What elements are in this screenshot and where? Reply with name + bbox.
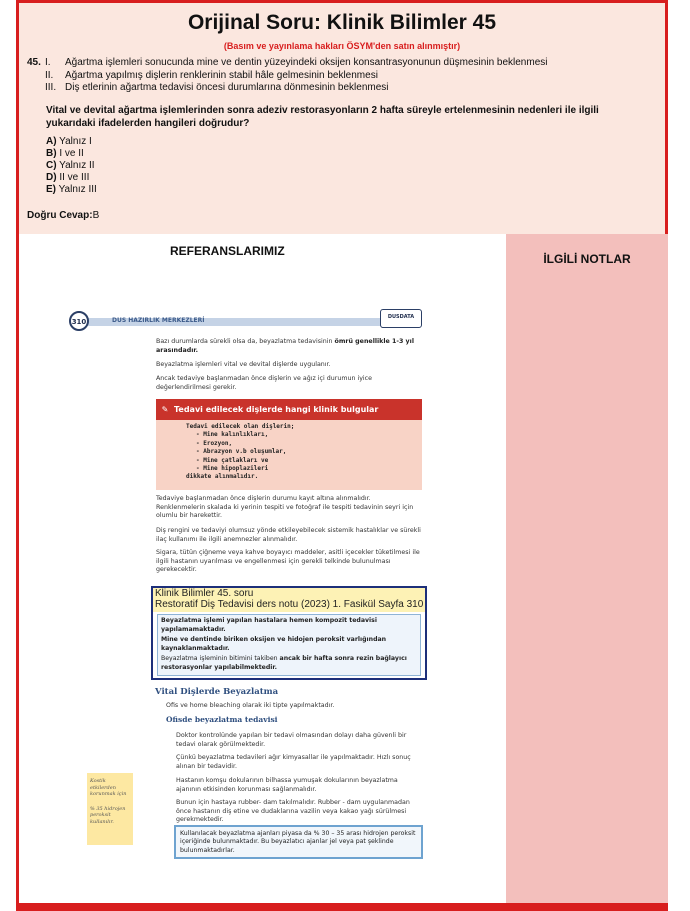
page-number: 310 (69, 311, 89, 331)
page-header-text: DUS HAZIRLIK MERKEZLERİ (112, 317, 205, 324)
reference-highlight (151, 586, 427, 680)
paragraph: Tedaviye başlanmadan önce dişlerin durumu kayıt altına alınmalıdır. Renklenmelerin skalada ki yerinin tespiti ve fotoğraf ile tespiti tedavinin seyri için olumlu bir harekettir. (156, 495, 414, 520)
paragraph: Doktor kontrolünde yapılan bir tedavi olmasından dolayı daha güvenli bir tedavi olarak görülmektedir. (176, 732, 407, 748)
paragraph: Ofis ve home bleaching olarak iki tipte yapılmaktadır. (166, 702, 335, 709)
reference-caption: Klinik Bilimler 45. soru Restoratif Diş Tedavisi ders notu (2023) 1. Fasikül Sayfa 310 (155, 588, 424, 610)
list-item: - Mine çatlakları ve (196, 456, 269, 464)
list-item: - Mine hipoplazileri (196, 465, 269, 473)
pencil-icon: ✎ (161, 405, 169, 414)
list-item: - Abrazyon v.b oluşumlar, (196, 448, 287, 456)
option-a: A) Yalnız I (46, 136, 92, 147)
references-heading: REFERANSLARIMIZ (170, 244, 285, 258)
question-stem: Vital ve devital ağartma işlemlerinden sonra adeziv restorasyonların 2 hafta süreyle ertelenmesinin nedenleri ile ilgili yukarıdaki ifadelerden hangileri doğrudur? (46, 105, 599, 129)
question-number: 45. (27, 57, 41, 68)
statement-item (45, 70, 548, 83)
statement-text: Ağartma yapılmış dişlerin renklerinin stabil hâle gelmesinin beklenmesi (65, 69, 378, 81)
rights-notice: (Basım ve yayınlama hakları ÖSYM'den satın alınmıştır) (223, 41, 461, 51)
statement-roman: III. (45, 82, 57, 93)
office-heading: Ofisde beyazlatma tedavisi (166, 715, 278, 724)
bottom-border (16, 903, 668, 911)
statement-text: Ağartma işlemleri sonucunda mine ve dentin yüzeyindeki oksijen konsantrasyonunun düşmesinin beklenmesi (65, 57, 548, 68)
statement-item (45, 82, 548, 95)
paragraph: Çünkü beyazlatma tedavileri ağır kimyasallar ile yapılmaktadır. Hızlı sonuç alınan bir tedavidir. (176, 754, 411, 770)
option-b: B) I ve II (46, 148, 84, 159)
option-c: C) Yalnız II (46, 160, 95, 171)
dusdata-logo: DUSDATA (380, 309, 422, 328)
highlighted-excerpt: Beyazlatma işlemi yapılan hastalara hemen kompozit tedavisi yapılamamaktadır. Mine ve dentinde biriken oksijen ve hidojen peroksit varlığından kaynaklanmaktadır. Beyazlatma işleminin bitimini takiben ancak bir hafta sonra rezin bağlayıcı restorasyonlar yapılabilmektedir. (157, 614, 421, 676)
option-e: E) Yalnız III (46, 184, 97, 195)
option-d: D) II ve III (46, 172, 90, 183)
paragraph: Diş rengini ve tedaviyi olumsuz yönde etkileyebilecek sistemik hastalıklar ve sürekli ilaç kullanımı ile ilgili anemnezler alınmalıdır. (156, 527, 421, 543)
statement-list (45, 57, 548, 95)
notes-heading: İLGİLİ NOTLAR (543, 252, 631, 266)
answer-options (46, 136, 97, 196)
list-item: - Mine kalınlıkları, (196, 431, 269, 439)
clinical-findings-banner: ✎ Tedavi edilecek dişlerde hangi klinik bulgular (156, 399, 422, 420)
page-title: Orijinal Soru: Klinik Bilimler 45 (187, 11, 497, 34)
paragraph: Bunun için hastaya rubber- dam takılmalıdır. Rubber - dam uygulanmadan önce hastanın diş etine ve dudaklarına vazilin veya kakao yağı sürülmesi gerekmektedir. (176, 799, 410, 824)
findings-box (156, 420, 422, 490)
answer-value: B (92, 210, 100, 221)
paragraph: Sigara, tütün çiğneme veya kahve boyayıcı maddeler, asitli içecekler tüketilmesi ile ilgili hastanın uyarılması ve engellenmesi için gerekli telkinde bulunulması gerekecektir. (156, 549, 420, 574)
paragraph: Bazı durumlarda sürekli olsa da, beyazlatma tedavisinin ömrü genellikle 1-3 yıl arasındadır. (156, 338, 414, 354)
statement-text: Diş etlerinin ağartma tedavisi öncesi durumlarına dönmesinin beklenmesi (65, 82, 389, 93)
list-item: - Erozyon, (196, 439, 233, 447)
answer-label: Doğru Cevap: (27, 210, 93, 221)
notes-panel (506, 234, 668, 906)
statement-item (45, 57, 548, 70)
sticky-note: Kostik etkilerden korunmak için % 35 hidrojen peroksit kullanılır. (87, 773, 133, 845)
statement-roman: I. (45, 57, 51, 68)
statement-roman: II. (45, 69, 54, 81)
paragraph: Hastanın komşu dokularının bilhassa yumuşak dokularının beyazlatma ajanının etkisinden korunması sağlanmalıdır. (176, 777, 398, 793)
agent-info-box: Kullanılacak beyazlatma ajanları piyasa da % 30 – 35 arası hidrojen peroksit içeriğinde bulunmaktadır. Bu beyazlatıcı ajanlar jel veya pat şeklinde bulunmaktadırlar. (174, 825, 423, 859)
vital-heading: Vital Dişlerde Beyazlatma (155, 687, 279, 697)
paragraph: Ancak tedaviye başlanmadan önce dişlerin ve ağız içi durumun iyice değerlendirilmesi gerekir. (156, 375, 373, 391)
findings-intro: Tedavi edilecek olan dişlerin; (186, 423, 295, 430)
paragraph: Beyazlatma işlemleri vital ve devital dişlerde uygulanır. (156, 361, 331, 368)
findings-outro: dikkate alınmalıdır. (186, 473, 259, 481)
correct-answer (27, 210, 99, 221)
